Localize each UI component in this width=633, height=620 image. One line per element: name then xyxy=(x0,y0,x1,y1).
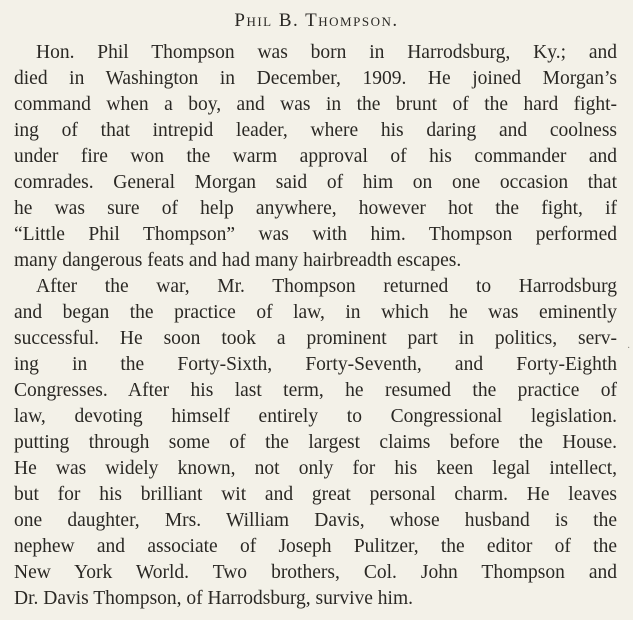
biography-body xyxy=(14,40,617,612)
text-line: command when a boy, and was in the brunt of the hard fight- xyxy=(14,94,617,115)
text-line: he was sure of help anywhere, however hot the fight, if xyxy=(14,198,617,219)
text-line: Congresses. After his last term, he resumed the practice of xyxy=(14,380,617,401)
text-line: Hon. Phil Thompson was born in Harrodsburg, Ky.; and xyxy=(36,42,617,63)
text-line: “Little Phil Thompson” was with him. Thompson performed xyxy=(14,224,617,245)
text-line: He was widely known, not only for his keen legal intellect, xyxy=(14,458,617,479)
margin-mark: · xyxy=(627,343,631,354)
text-line: After the war, Mr. Thompson returned to Harrodsburg xyxy=(36,276,617,297)
text-line: and began the practice of law, in which he was eminently xyxy=(14,302,617,323)
text-line: ing of that intrepid leader, where his daring and coolness xyxy=(14,120,617,141)
text-line: putting through some of the largest claims before the House. xyxy=(14,432,617,453)
text-line: under fire won the warm approval of his commander and xyxy=(14,146,617,167)
text-line: New York World. Two brothers, Col. John Thompson and xyxy=(14,562,617,583)
page-title: Phil B. Thompson. xyxy=(234,10,399,31)
paragraph-career xyxy=(14,274,617,612)
text-line: comrades. General Morgan said of him on one occasion that xyxy=(14,172,617,193)
text-line: many dangerous feats and had many hairbreadth escapes. xyxy=(14,250,462,271)
text-line: law, devoting himself entirely to Congressional legislation. xyxy=(14,406,617,427)
text-line: one daughter, Mrs. William Davis, whose husband is the xyxy=(14,510,617,531)
text-line: but for his brilliant wit and great personal charm. He leaves xyxy=(14,484,617,505)
text-line: nephew and associate of Joseph Pulitzer, the editor of the xyxy=(14,536,617,557)
text-line: died in Washington in December, 1909. He joined Morgan’s xyxy=(14,68,617,89)
paragraph-early-life xyxy=(14,40,617,274)
text-line: successful. He soon took a prominent part in politics, serv- xyxy=(14,328,617,349)
text-line: Dr. Davis Thompson, of Harrodsburg, survive him. xyxy=(14,588,413,609)
text-line: ing in the Forty-Sixth, Forty-Seventh, and Forty-Eighth xyxy=(14,354,617,375)
